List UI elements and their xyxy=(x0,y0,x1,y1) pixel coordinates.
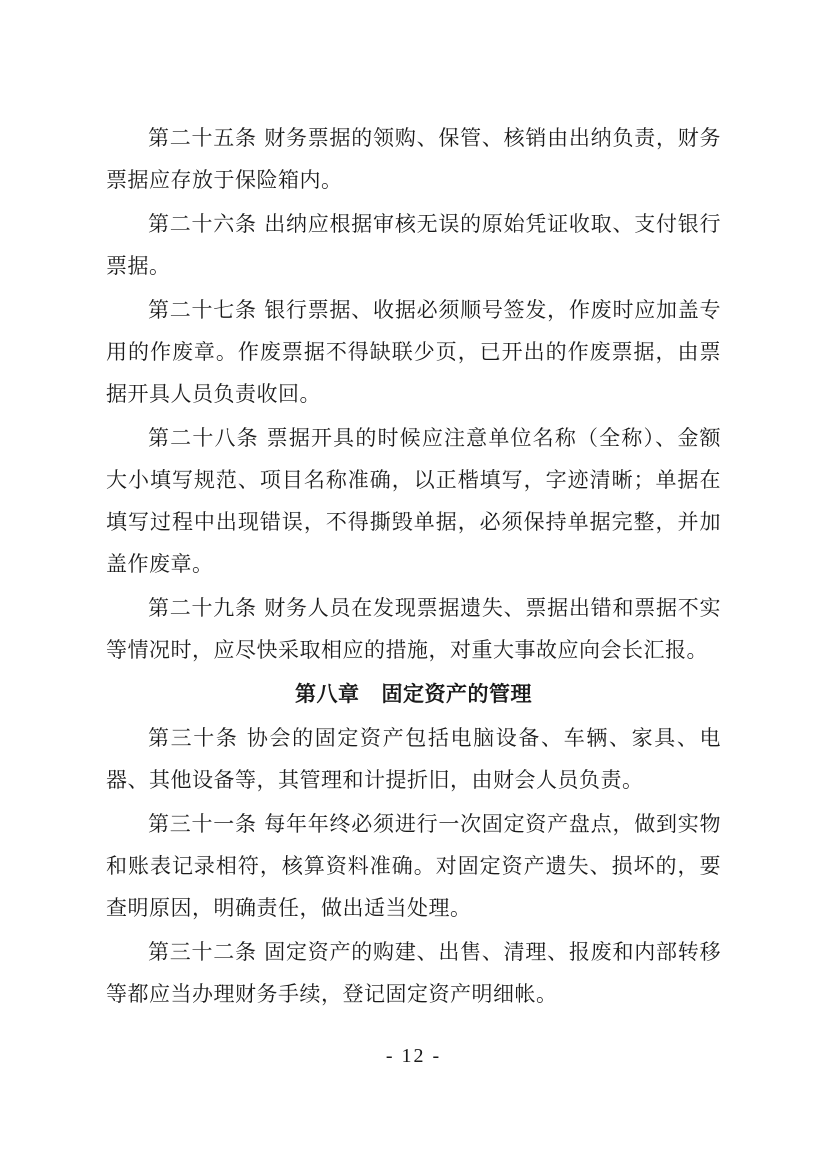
chapter-heading xyxy=(106,673,721,715)
article-29: 第二十九条 财务人员在发现票据遗失、票据出错和票据不实等情况时，应尽快采取相应的措施，对重大事故应向会长汇报。 xyxy=(106,596,721,662)
article-30: 第三十条 协会的固定资产包括电脑设备、车辆、家具、电器、其他设备等，其管理和计提折旧，由财会人员负责。 xyxy=(106,726,721,792)
article-28: 第二十八条 票据开具的时候应注意单位名称（全称）、金额大小填写规范、项目名称准确，以正楷填写，字迹清晰；单据在填写过程中出现错误，不得撕毁单据，必须保持单据完整，并加盖作废章。 xyxy=(106,426,721,576)
document-body xyxy=(106,117,721,1017)
article-27: 第二十七条 银行票据、收据必须顺号签发，作废时应加盖专用的作废章。作废票据不得缺联少页，已开出的作废票据，由票据开具人员负责收回。 xyxy=(106,298,721,406)
article-26: 第二十六条 出纳应根据审核无误的原始凭证收取、支付银行票据。 xyxy=(106,212,721,278)
chapter-number: 第八章 xyxy=(295,682,360,706)
article-31: 第三十一条 每年年终必须进行一次固定资产盘点，做到实物和账表记录相符，核算资料准确。对固定资产遗失、损坏的，要查明原因，明确责任，做出适当处理。 xyxy=(106,812,721,920)
page-number: - 12 - xyxy=(385,1045,442,1067)
article-25: 第二十五条 财务票据的领购、保管、核销由出纳负责，财务票据应存放于保险箱内。 xyxy=(106,126,721,192)
chapter-title: 固定资产的管理 xyxy=(381,682,532,706)
article-32: 第三十二条 固定资产的购建、出售、清理、报废和内部转移等都应当办理财务手续，登记固定资产明细帐。 xyxy=(106,940,721,1006)
